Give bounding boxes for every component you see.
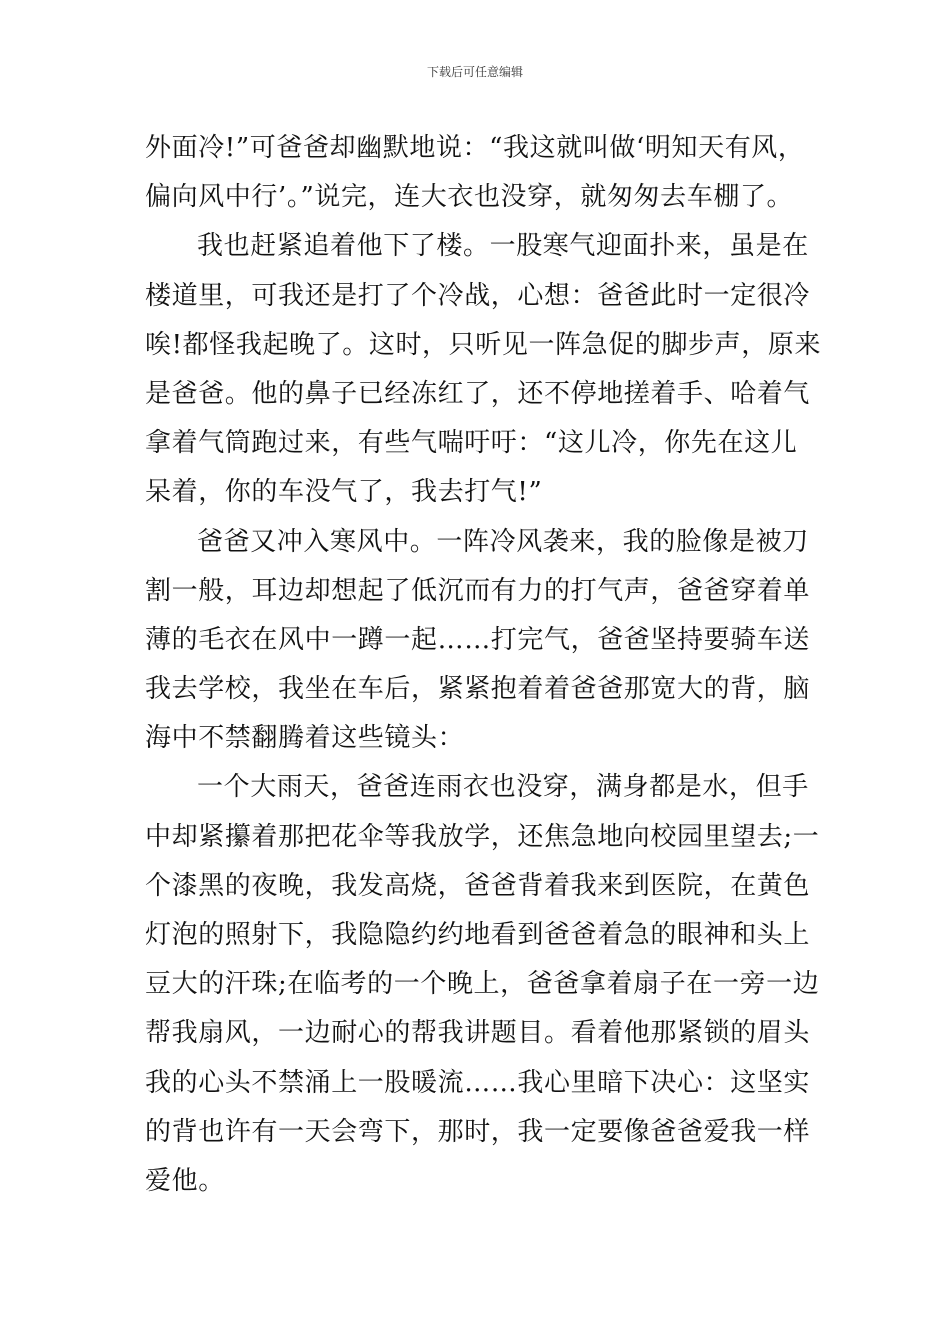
text-line: 我的心头不禁涌上一股暖流……我心里暗下决心：这坚实 xyxy=(145,1067,811,1098)
text-line: 偏向风中行’。”说完，连大衣也没穿，就匆匆去车棚了。 xyxy=(145,182,794,213)
text-line: 唉!都怪我起晚了。这时，只听见一阵急促的脚步声，原来 xyxy=(145,329,822,360)
text-line: 拿着气筒跑过来，有些气喘吁吁：“这儿冷，你先在这儿 xyxy=(145,428,798,459)
document-body xyxy=(145,124,822,1206)
text-line: 灯泡的照射下，我隐隐约约地看到爸爸着急的眼神和头上 xyxy=(145,920,811,950)
text-line: 我去学校，我坐在车后，紧紧抱着着爸爸那宽大的背，脑 xyxy=(145,674,811,705)
text-line: 是爸爸。他的鼻子已经冻红了，还不停地搓着手、哈着气 xyxy=(145,378,811,409)
text-line: 个漆黑的夜晚，我发高烧，爸爸背着我来到医院，在黄色 xyxy=(145,870,811,901)
paragraph-start-line: 爸爸又冲入寒风中。一阵冷风袭来，我的脸像是被刀 xyxy=(197,526,809,557)
text-line: 薄的毛衣在风中一蹲一起……打完气，爸爸坚持要骑车送 xyxy=(145,624,811,655)
text-line: 中却紧攥着那把花伞等我放学，还焦急地向校园里望去;一 xyxy=(145,821,820,852)
text-line: 海中不禁翻腾着这些镜头： xyxy=(145,723,465,754)
text-line: 帮我扇风，一边耐心的帮我讲题目。看着他那紧锁的眉头 xyxy=(145,1018,811,1049)
text-line: 的背也许有一天会弯下，那时，我一定要像爸爸爱我一样 xyxy=(145,1116,811,1147)
text-line: 爱他。 xyxy=(145,1165,225,1196)
text-line: 割一般，耳边却想起了低沉而有力的打气声，爸爸穿着单 xyxy=(145,575,811,606)
text-line: 豆大的汗珠;在临考的一个晚上，爸爸拿着扇子在一旁一边 xyxy=(145,969,820,1000)
paragraph-start-line: 一个大雨天，爸爸连雨衣也没穿，满身都是水，但手 xyxy=(197,772,809,803)
text-line: 楼道里，可我还是打了个冷战，心想：爸爸此时一定很冷 xyxy=(145,280,811,311)
text-line: 外面冷!”可爸爸却幽默地说：“我这就叫做‘明知天有风， xyxy=(145,133,805,163)
text-line: 呆着，你的车没气了，我去打气!” xyxy=(145,477,543,508)
paragraph-start-line: 我也赶紧追着他下了楼。一股寒气迎面扑来，虽是在 xyxy=(197,231,809,262)
page-header: 下载后可任意编辑 xyxy=(426,65,523,79)
